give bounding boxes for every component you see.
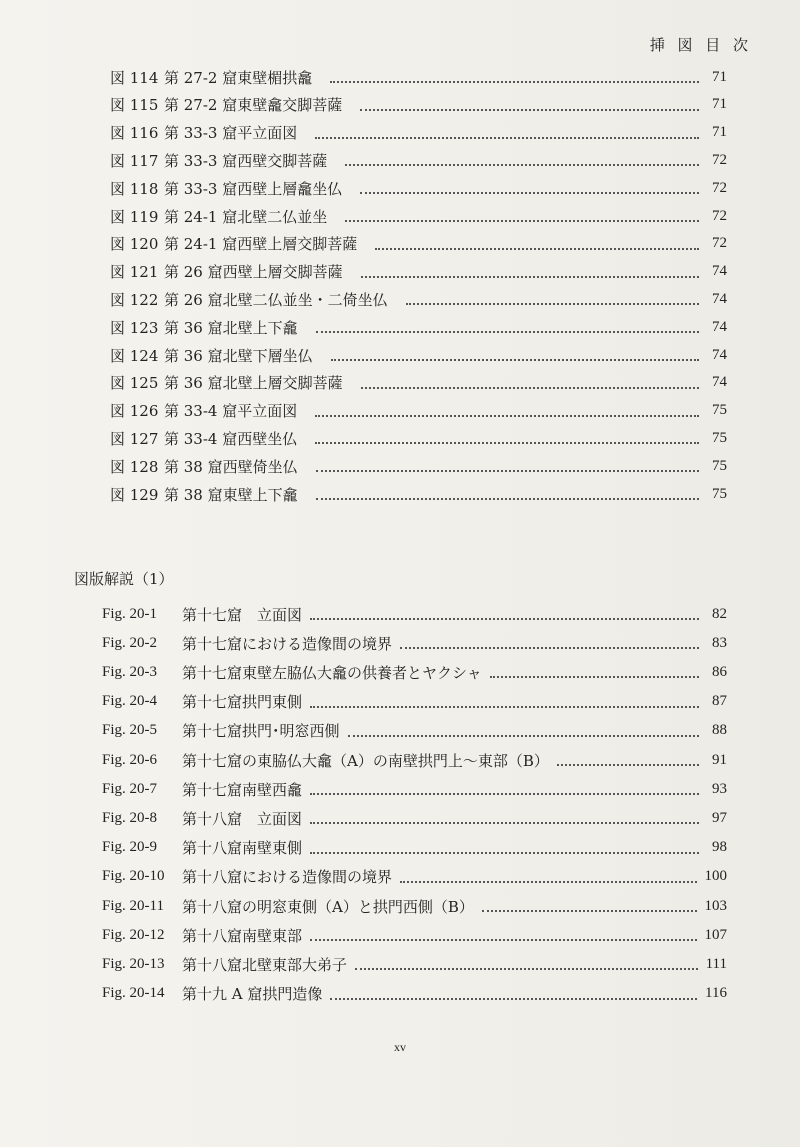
list-item: [102, 630, 727, 656]
page-number: 75: [712, 402, 727, 419]
page-number: 72: [712, 179, 727, 196]
page-number: 74: [712, 318, 727, 335]
list-item: [102, 718, 727, 744]
list-item: [110, 342, 727, 368]
figure-number: Fig. 20-14: [102, 985, 165, 1002]
dot-leader: [310, 704, 699, 708]
figure-caption: 第十七窟 立面図: [182, 605, 303, 624]
dot-leader: [482, 908, 697, 912]
page-number: 75: [712, 457, 727, 474]
page-number: 71: [712, 68, 727, 85]
dot-leader: [348, 733, 699, 737]
running-head: 挿 図 目 次: [649, 36, 752, 54]
page-number: 93: [712, 780, 727, 797]
list-item: [102, 951, 727, 977]
figure-caption: 第 38 窟東壁上下龕: [164, 485, 298, 504]
figure-caption: 第十七窟拱門･明窓西側: [182, 722, 340, 741]
figure-number: Fig. 20-5: [102, 722, 158, 739]
figure-caption: 第 24-1 窟西壁上層交脚菩薩: [164, 235, 358, 254]
figure-caption: 第 24-1 窟北壁二仏並坐: [164, 207, 328, 226]
figure-number: Fig. 20-13: [102, 955, 165, 972]
figure-caption: 第十七窟の東脇仏大龕（A）の南壁拱門上～東部（B）: [182, 751, 549, 770]
figure-number: 図 120: [110, 235, 159, 254]
dot-leader: [310, 791, 699, 795]
dot-leader: [345, 162, 699, 166]
figure-number: 図 126: [110, 402, 159, 421]
page-number: 103: [704, 897, 727, 914]
page-number: 72: [712, 235, 727, 252]
list-item: [110, 286, 727, 312]
dot-leader: [360, 190, 699, 194]
list-item: [110, 175, 727, 201]
page-number: 100: [704, 868, 727, 885]
figure-number: 図 115: [110, 96, 159, 115]
list-item: [102, 659, 727, 685]
page-number: 75: [712, 485, 727, 502]
page-number: 71: [712, 124, 727, 141]
page-number: 97: [712, 809, 727, 826]
dot-leader: [310, 820, 699, 824]
list-item: [110, 203, 727, 229]
figure-number: 図 116: [110, 124, 159, 143]
dot-leader: [316, 329, 699, 333]
figure-caption: 第 33-4 窟西壁坐仏: [164, 429, 298, 448]
figure-caption: 第十八窟北壁東部大弟子: [182, 955, 348, 974]
figure-number: Fig. 20-7: [102, 780, 158, 797]
figure-caption: 第十八窟南壁東側: [182, 839, 303, 858]
list-item: [110, 259, 727, 285]
figure-caption: 第十八窟の明窓東側（A）と拱門西側（B）: [182, 897, 474, 916]
dot-leader: [330, 79, 699, 83]
dot-leader: [490, 674, 699, 678]
figure-caption: 第 38 窟西壁倚坐仏: [164, 457, 298, 476]
figure-number: 図 117: [110, 151, 159, 170]
dot-leader: [315, 440, 699, 444]
figure-caption: 第十七窟における造像間の境界: [182, 634, 393, 653]
dot-leader: [316, 468, 699, 472]
page-number: 74: [712, 263, 727, 280]
figure-number: 図 125: [110, 374, 159, 393]
dot-leader: [310, 616, 699, 620]
figure-number: 図 124: [110, 346, 159, 365]
figure-number: Fig. 20-12: [102, 926, 165, 943]
figure-caption: 第十七窟拱門東側: [182, 693, 303, 712]
figure-number: 図 128: [110, 457, 159, 476]
list-item: [110, 147, 727, 173]
figure-number: 図 122: [110, 290, 159, 309]
page-number: 72: [712, 207, 727, 224]
list-item: [110, 398, 727, 424]
list-item: [110, 64, 727, 90]
figure-number: Fig. 20-2: [102, 634, 158, 651]
figure-caption: 第 26 窟北壁二仏並坐・二倚坐仏: [164, 290, 388, 309]
list-item: [110, 370, 727, 396]
page-number: 98: [712, 839, 727, 856]
page-number: 87: [712, 693, 727, 710]
list-item: [110, 120, 727, 146]
page-number: 83: [712, 634, 727, 651]
figure-number: 図 127: [110, 429, 159, 448]
list-item: [102, 776, 727, 802]
dot-leader: [316, 496, 699, 500]
list-item: [110, 425, 727, 451]
list-item: [102, 835, 727, 861]
dot-leader: [310, 937, 696, 941]
dot-leader: [345, 218, 699, 222]
list-item: [110, 231, 727, 257]
figure-number: Fig. 20-10: [102, 868, 165, 885]
list-item: [102, 922, 727, 948]
page-number: 116: [705, 985, 727, 1002]
figure-caption: 第十八窟における造像間の境界: [182, 868, 393, 887]
page-number: 86: [712, 663, 727, 680]
figure-number: 図 123: [110, 318, 159, 337]
figure-number: 図 129: [110, 485, 159, 504]
list-item: [102, 893, 727, 919]
list-item: [110, 314, 727, 340]
dot-leader: [315, 413, 699, 417]
dot-leader: [406, 301, 699, 305]
figure-caption: 第 36 窟北壁上下龕: [164, 318, 298, 337]
list-item: [110, 92, 727, 118]
figure-caption: 第十八窟南壁東部: [182, 926, 303, 945]
dot-leader: [557, 762, 699, 766]
figure-number: Fig. 20-8: [102, 809, 158, 826]
dot-leader: [361, 385, 699, 389]
list-item: [102, 805, 727, 831]
dot-leader: [375, 246, 699, 250]
figure-caption: 第 36 窟北壁上層交脚菩薩: [164, 374, 343, 393]
page-number: 72: [712, 151, 727, 168]
page-number: 74: [712, 290, 727, 307]
dot-leader: [315, 135, 699, 139]
figure-number: 図 119: [110, 207, 159, 226]
dot-leader: [360, 107, 699, 111]
page-number: 82: [712, 605, 727, 622]
figure-number: 図 121: [110, 263, 159, 282]
page-number: 111: [705, 955, 727, 972]
figure-caption: 第十八窟 立面図: [182, 809, 303, 828]
figure-number: Fig. 20-6: [102, 751, 158, 768]
page-number: 74: [712, 374, 727, 391]
page-number: 88: [712, 722, 727, 739]
dot-leader: [310, 850, 699, 854]
dot-leader: [355, 966, 698, 970]
list-item: [102, 864, 727, 890]
page-folio: xv: [394, 1040, 406, 1054]
section-title: 図版解説（1）: [74, 570, 174, 588]
page-number: 71: [712, 96, 727, 113]
dot-leader: [400, 879, 696, 883]
figure-number: 図 114: [110, 68, 159, 87]
figure-number: Fig. 20-11: [102, 897, 164, 914]
figure-number: Fig. 20-3: [102, 663, 158, 680]
page-number: 107: [704, 926, 727, 943]
figure-caption: 第 27-2 窟東壁龕交脚菩薩: [164, 96, 343, 115]
page-number: 74: [712, 346, 727, 363]
list-item: [102, 689, 727, 715]
page-number: 75: [712, 429, 727, 446]
figure-number: Fig. 20-4: [102, 693, 158, 710]
figure-number: Fig. 20-1: [102, 605, 158, 622]
list-item: [102, 747, 727, 773]
figure-caption: 第十九 A 窟拱門造像: [182, 985, 323, 1004]
list-item: [110, 453, 727, 479]
figure-number: Fig. 20-9: [102, 839, 158, 856]
figure-caption: 第 33-3 窟西壁交脚菩薩: [164, 151, 328, 170]
figure-caption: 第 33-4 窟平立面図: [164, 402, 298, 421]
dot-leader: [400, 645, 699, 649]
page-number: 91: [712, 751, 727, 768]
figure-number: 図 118: [110, 179, 159, 198]
figure-caption: 第 36 窟北壁下層坐仏: [164, 346, 313, 365]
dot-leader: [330, 996, 697, 1000]
figure-caption: 第 26 窟西壁上層交脚菩薩: [164, 263, 343, 282]
figure-caption: 第十七窟南壁西龕: [182, 780, 303, 799]
dot-leader: [331, 357, 699, 361]
list-item: [102, 601, 727, 627]
list-item: [102, 981, 727, 1007]
dot-leader: [361, 274, 699, 278]
list-item: [110, 481, 727, 507]
figure-caption: 第 33-3 窟平立面図: [164, 124, 298, 143]
figure-caption: 第 33-3 窟西壁上層龕坐仏: [164, 179, 343, 198]
figure-caption: 第 27-2 窟東壁楣拱龕: [164, 68, 313, 87]
figure-caption: 第十七窟東壁左脇仏大龕の供養者とヤクシャ: [182, 663, 482, 682]
